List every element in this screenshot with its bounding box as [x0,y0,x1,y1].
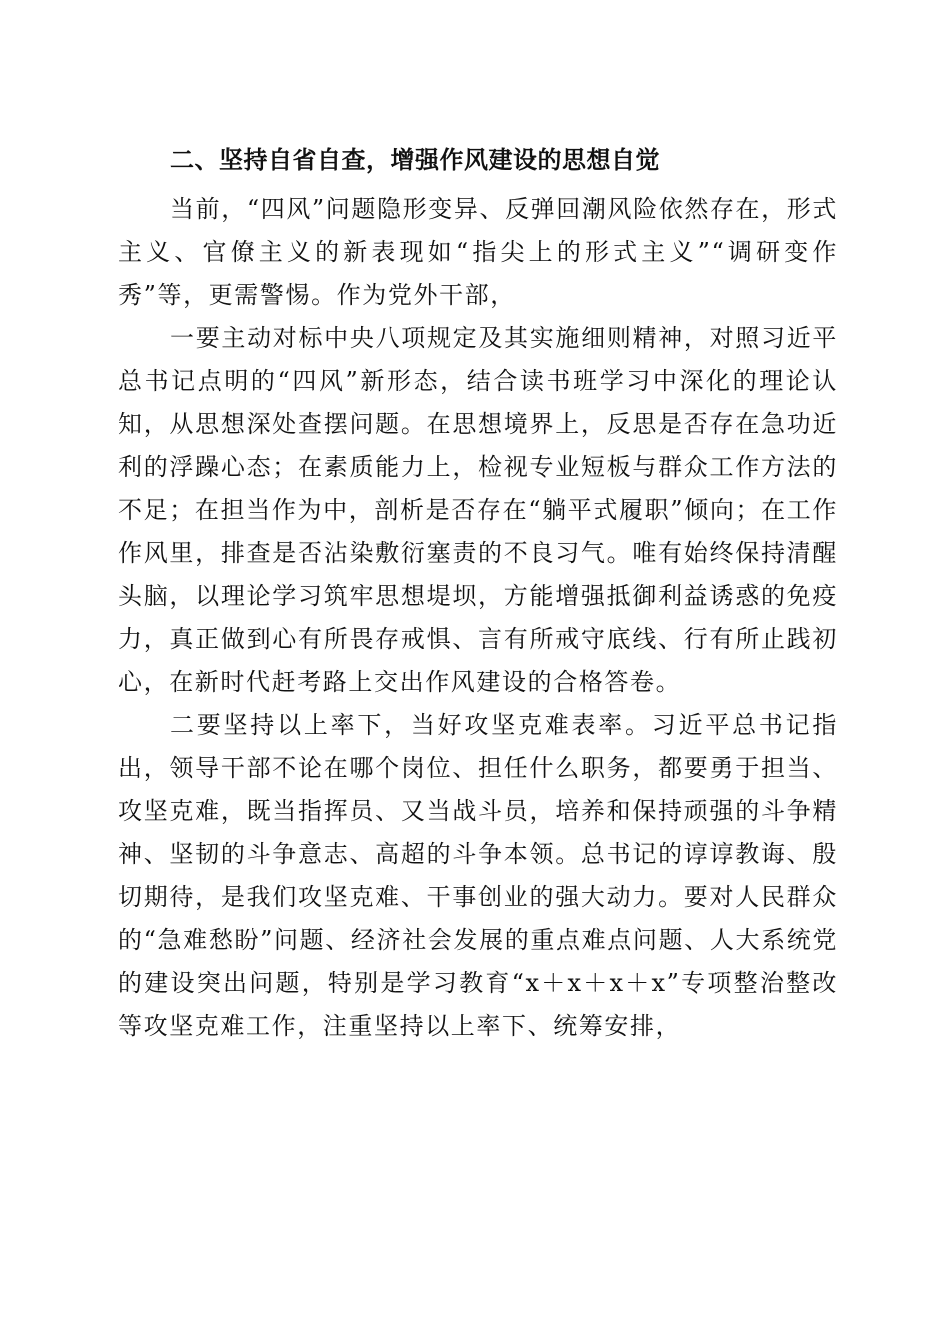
section-heading: 二、坚持自省自查，增强作风建设的思想自觉 [170,146,660,174]
paragraph-first-requirement: 一要主动对标中央八项规定及其实施细则精神，对照习近平总书记点明的“四风”新形态，结合读书班学习中深化的理论认知，从思想深处查摆问题。在思想境界上，反思是否存在急功近利的浮躁心态；在素质能力上，检视专业短板与群众工作方法的不足；在担当作为中，剖析是否存在“躺平式履职”倾向；在工作作风里，排查是否沾染敷衍塞责的不良习气。唯有始终保持清醒头脑，以理论学习筑牢思想堤坝，方能增强抵御利益诱惑的免疫力，真正做到心有所畏存戒惧、言有所戒守底线、行有所止践初心，在新时代赶考路上交出作风建设的合格答卷。 [118,324,838,696]
paragraph-second-requirement: 二要坚持以上率下，当好攻坚克难表率。习近平总书记指出，领导干部不论在哪个岗位、担任什么职务，都要勇于担当、攻坚克难，既当指挥员、又当战斗员，培养和保持顽强的斗争精神、坚韧的斗争意志、高超的斗争本领。总书记的谆谆教诲、殷切期待，是我们攻坚克难、干事创业的强大动力。要对人民群众的“急难愁盼”问题、经济社会发展的重点难点问题、人大系统党的建设突出问题，特别是学习教育“x＋x＋x＋x”专项整治整改等攻坚克难工作，注重坚持以上率下、统筹安排， [118,711,838,1040]
paragraph-intro: 当前，“四风”问题隐形变异、反弹回潮风险依然存在，形式主义、官僚主义的新表现如“指尖上的形式主义”“调研变作秀”等，更需警惕。作为党外干部， [118,195,838,309]
document-body [118,132,838,1048]
